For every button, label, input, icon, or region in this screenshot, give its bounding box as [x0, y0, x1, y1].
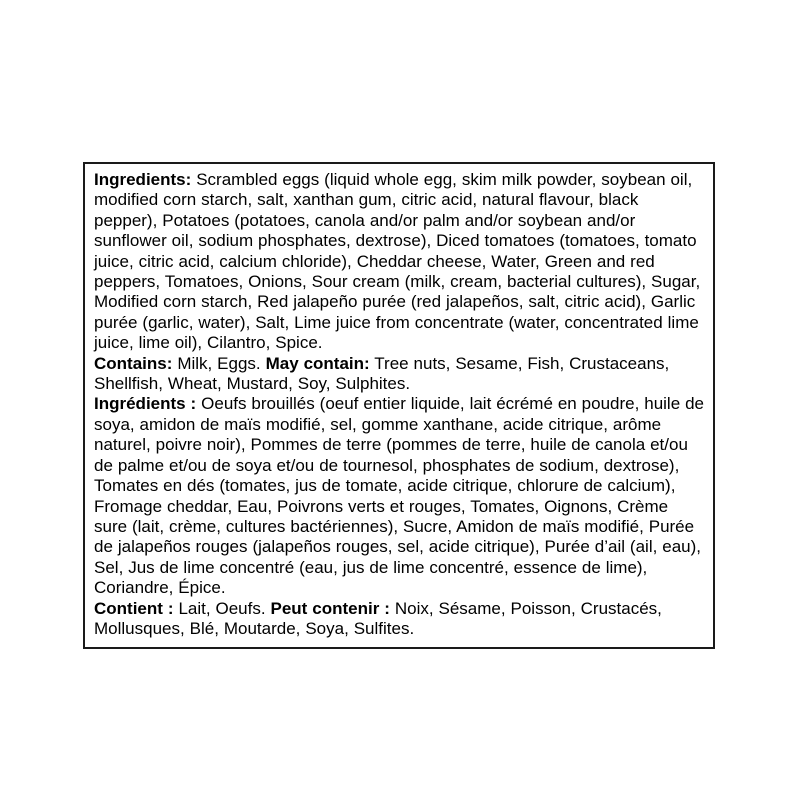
ingredients-en-paragraph — [94, 170, 705, 354]
contient-fr-heading: Contient : — [94, 598, 174, 618]
contient-fr-text: Lait, Oeufs. — [173, 598, 271, 618]
contains-en-text: Milk, Eggs. — [172, 353, 266, 373]
ingredients-en-heading: Ingredients: — [94, 170, 192, 189]
allergens-fr-paragraph — [94, 599, 705, 640]
ingredients-fr-paragraph — [94, 394, 705, 598]
peut-contenir-fr-text: Noix, Sésame, Poisson, Crustacés, Mollusques, Blé, Moutarde, Soya, Sulfites. — [94, 598, 662, 638]
allergens-en-paragraph — [94, 354, 705, 395]
ingredients-fr-text: Oeufs brouillés (oeuf entier liquide, lait écrémé en poudre, huile de soya, amidon de maïs modifié, sel, gomme xanthane, acide citrique, arôme naturel, poivre noir), Pommes de terre (pommes de terre, huile de canola et/ou de palme et/ou de soya et/ou de tournesol, phosphates de sodium, dextrose), Tomates en dés (tomates, jus de tomate, acide citrique, chlorure de calcium), Fromage cheddar, Eau, Poivrons verts et rouges, Tomates, Oignons, Crème sure (lait, crème, cultures bactériennes), Sucre, Amidon de maïs modifié, Purée de jalapeños rouges (jalapeños rouges, sel, acide citrique), Purée d’ail (ail, eau), Sel, Jus de lime concentré (eau, jus de lime concentré, essence de lime), Coriandre, Épice. — [94, 394, 704, 598]
ingredients-panel — [83, 162, 715, 649]
peut-contenir-fr-heading: Peut contenir : — [270, 598, 390, 618]
contains-en-heading: Contains: — [94, 353, 173, 373]
ingredients-fr-heading: Ingrédients : — [94, 394, 197, 414]
may-contain-en-text: Tree nuts, Sesame, Fish, Crustaceans, Shellfish, Wheat, Mustard, Soy, Sulphites. — [94, 353, 670, 394]
ingredients-en-text: Scrambled eggs (liquid whole egg, skim milk powder, soybean oil, modified corn starch, salt, xanthan gum, citric acid, natural flavour, black pepper), Potatoes (potatoes, canola and/or palm and/or soybean and/or sunflower oil, sodium phosphates, dextrose), Diced tomatoes (tomatoes, tomato juice, citric acid, calcium chloride), Cheddar cheese, Water, Green and red peppers, Tomatoes, Onions, Sour cream (milk, cream, bacterial cultures), Sugar, Modified corn starch, Red jalapeño purée (red jalapeños, salt, citric acid), Garlic purée (garlic, water), Salt, Lime juice from concentrate (water, concentrated lime juice, lime oil), Cilantro, Spice. — [94, 170, 701, 353]
may-contain-en-heading: May contain: — [265, 353, 370, 373]
